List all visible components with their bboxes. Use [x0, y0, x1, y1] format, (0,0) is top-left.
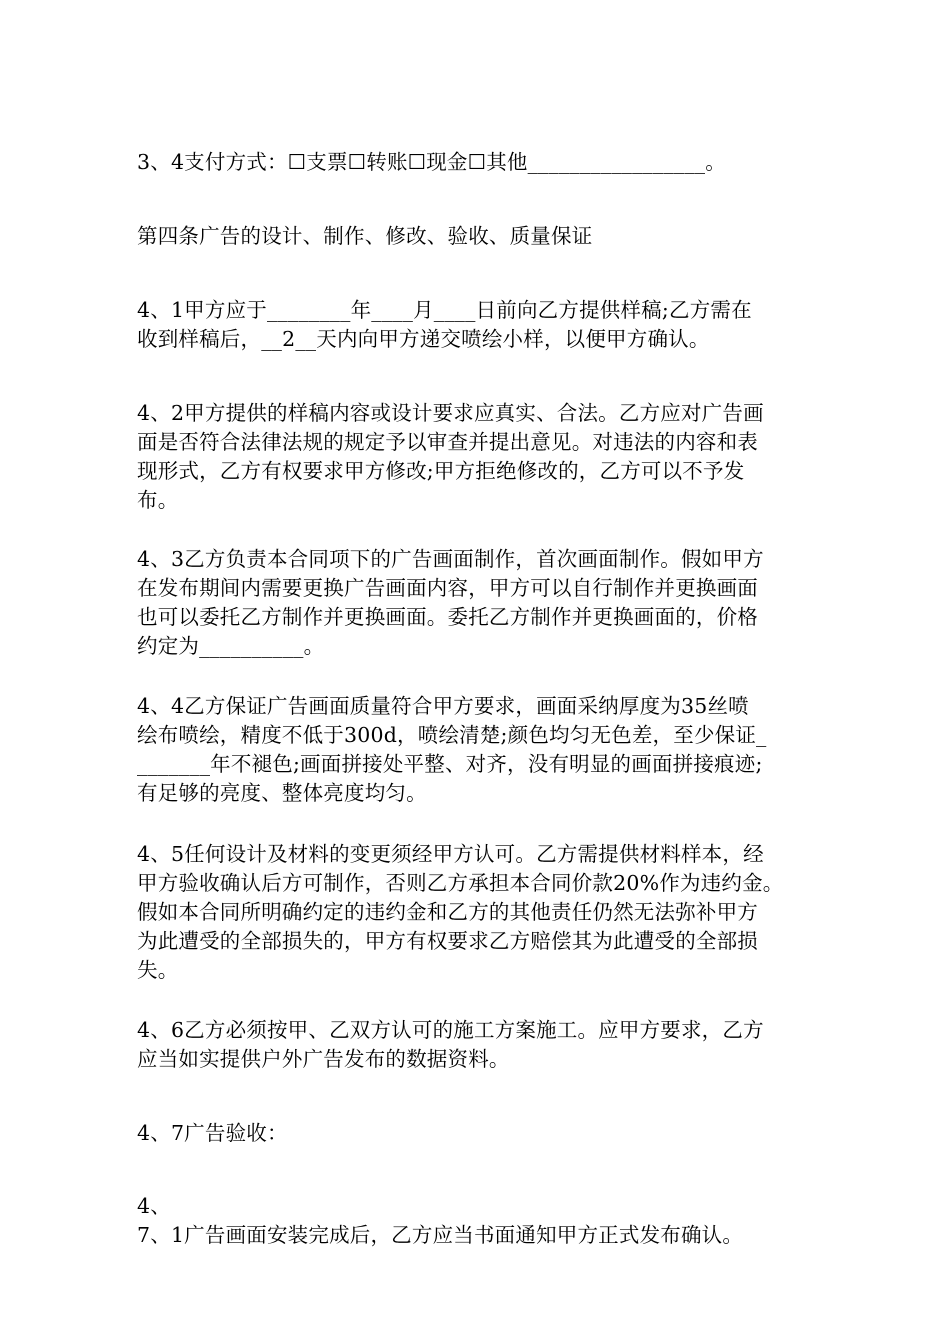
clause-4-3: [137, 545, 827, 661]
text-line: 4、4乙方保证广告画面质量符合甲方要求，画面采纳厚度为35丝喷: [137, 694, 749, 718]
text-line: 约定为__________。: [137, 634, 325, 658]
clause-4-6: [137, 1016, 827, 1074]
text-line: _______年不褪色;画面拼接处平整、对齐，没有明显的画面拼接痕迹;: [137, 752, 763, 776]
text-line: 为此遭受的全部损失的，甲方有权要求乙方赔偿其为此遭受的全部损: [137, 929, 758, 953]
text-line: 3、4支付方式：☐支票☐转账☐现金☐其他_________________。: [137, 150, 726, 174]
text-line: 假如本合同所明确约定的违约金和乙方的其他责任仍然无法弥补甲方: [137, 900, 758, 924]
clause-3-4-payment: [137, 148, 827, 177]
text-line: 有足够的亮度、整体亮度均匀。: [137, 781, 427, 805]
text-line: 4、1甲方应于________年____月____日前向乙方提供样稿;乙方需在: [137, 298, 752, 322]
clause-4-2: [137, 399, 827, 515]
text-line: 面是否符合法律法规的规定予以审查并提出意见。对违法的内容和表: [137, 430, 758, 454]
clause-4-4: [137, 692, 827, 808]
text-line: 4、: [137, 1194, 171, 1218]
text-line: 4、7广告验收：: [137, 1121, 288, 1145]
text-line: 收到样稿后，__2__天内向甲方递交喷绘小样，以便甲方确认。: [137, 327, 710, 351]
text-line: 应当如实提供户外广告发布的数据资料。: [137, 1047, 510, 1071]
text-line: 7、1广告画面安装完成后，乙方应当书面通知甲方正式发布确认。: [137, 1223, 744, 1247]
text-line: 现形式，乙方有权要求甲方修改;甲方拒绝修改的，乙方可以不予发: [137, 459, 745, 483]
text-line: 甲方验收确认后方可制作，否则乙方承担本合同价款20%作为违约金。: [137, 871, 784, 895]
text-line: 在发布期间内需要更换广告画面内容，甲方可以自行制作并更换画面: [137, 576, 758, 600]
text-line: 布。: [137, 488, 179, 512]
text-line: 4、2甲方提供的样稿内容或设计要求应真实、合法。乙方应对广告画: [137, 401, 764, 425]
text-line: 4、5任何设计及材料的变更须经甲方认可。乙方需提供材料样本，经: [137, 842, 764, 866]
clause-4-1: [137, 296, 827, 354]
text-line: 第四条广告的设计、制作、修改、验收、质量保证: [137, 224, 593, 248]
text-line: 绘布喷绘，精度不低于300d，喷绘清楚;颜色均匀无色差，至少保证_: [137, 723, 767, 747]
clause-4-7-heading: [137, 1119, 827, 1148]
text-line: 失。: [137, 958, 179, 982]
text-line: 4、3乙方负责本合同项下的广告画面制作，首次画面制作。假如甲方: [137, 547, 764, 571]
clause-4-7-1: [137, 1192, 827, 1250]
clause-4-5: [137, 840, 827, 985]
text-line: 4、6乙方必须按甲、乙双方认可的施工方案施工。应甲方要求，乙方: [137, 1018, 764, 1042]
article-4-heading: [137, 222, 827, 251]
text-line: 也可以委托乙方制作并更换画面。委托乙方制作并更换画面的，价格: [137, 605, 758, 629]
